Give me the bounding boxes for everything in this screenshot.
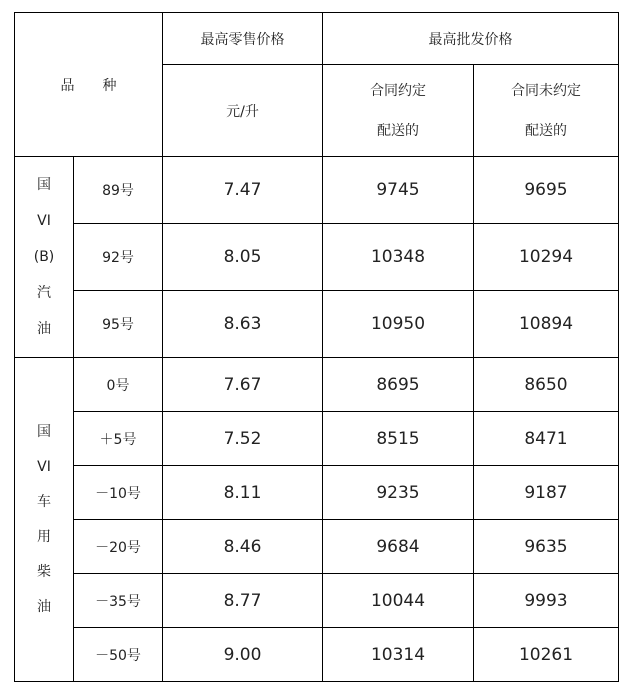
table-row bbox=[15, 412, 619, 466]
contract-price-cell: 9684 bbox=[323, 520, 474, 574]
grade-cell: 92号 bbox=[74, 224, 163, 291]
noncontract-price-cell: 10261 bbox=[474, 628, 619, 682]
table-row bbox=[15, 224, 619, 291]
fuel-price-table bbox=[14, 12, 619, 682]
retail-price-cell: 7.67 bbox=[163, 358, 323, 412]
noncontract-price-cell: 10294 bbox=[474, 224, 619, 291]
contract-price-cell: 10950 bbox=[323, 291, 474, 358]
grade-cell: 0号 bbox=[74, 358, 163, 412]
contract-price-cell: 9235 bbox=[323, 466, 474, 520]
retail-price-cell: 8.63 bbox=[163, 291, 323, 358]
noncontract-header-line2: 配送的 bbox=[525, 122, 567, 139]
retail-price-cell: 8.11 bbox=[163, 466, 323, 520]
table-row bbox=[15, 520, 619, 574]
grade-cell: －10号 bbox=[74, 466, 163, 520]
contract-price-cell: 8515 bbox=[323, 412, 474, 466]
noncontract-price-cell: 9187 bbox=[474, 466, 619, 520]
grade-cell: 89号 bbox=[74, 157, 163, 224]
gasoline-category-label: 国 VI (B) 汽 油 bbox=[15, 157, 74, 358]
noncontract-price-cell: 9635 bbox=[474, 520, 619, 574]
retail-price-cell: 8.05 bbox=[163, 224, 323, 291]
product-header: 品 种 bbox=[15, 13, 163, 157]
grade-cell: －35号 bbox=[74, 574, 163, 628]
wholesale-header: 最高批发价格 bbox=[323, 13, 619, 65]
retail-price-cell: 7.47 bbox=[163, 157, 323, 224]
grade-cell: －50号 bbox=[74, 628, 163, 682]
noncontract-price-cell: 8471 bbox=[474, 412, 619, 466]
noncontract-header bbox=[474, 65, 619, 157]
retail-unit: 元/升 bbox=[163, 65, 323, 157]
retail-price-cell: 7.52 bbox=[163, 412, 323, 466]
contract-price-cell: 9745 bbox=[323, 157, 474, 224]
noncontract-price-cell: 8650 bbox=[474, 358, 619, 412]
diesel-category-label: 国 VI 车 用 柴 油 bbox=[15, 358, 74, 682]
table-row bbox=[15, 574, 619, 628]
table-row bbox=[15, 628, 619, 682]
table-row bbox=[15, 466, 619, 520]
contract-price-cell: 8695 bbox=[323, 358, 474, 412]
retail-header: 最高零售价格 bbox=[163, 13, 323, 65]
contract-header-line1: 合同约定 bbox=[370, 82, 426, 99]
noncontract-header-line1: 合同未约定 bbox=[511, 82, 581, 99]
contract-price-cell: 10044 bbox=[323, 574, 474, 628]
grade-cell: 95号 bbox=[74, 291, 163, 358]
contract-header bbox=[323, 65, 474, 157]
grade-cell: －20号 bbox=[74, 520, 163, 574]
noncontract-price-cell: 9695 bbox=[474, 157, 619, 224]
table-row bbox=[15, 358, 619, 412]
retail-price-cell: 9.00 bbox=[163, 628, 323, 682]
contract-price-cell: 10348 bbox=[323, 224, 474, 291]
contract-header-line2: 配送的 bbox=[377, 122, 419, 139]
retail-price-cell: 8.77 bbox=[163, 574, 323, 628]
grade-cell: ＋5号 bbox=[74, 412, 163, 466]
noncontract-price-cell: 9993 bbox=[474, 574, 619, 628]
retail-price-cell: 8.46 bbox=[163, 520, 323, 574]
table-row bbox=[15, 291, 619, 358]
header-row-1 bbox=[15, 13, 619, 65]
contract-price-cell: 10314 bbox=[323, 628, 474, 682]
noncontract-price-cell: 10894 bbox=[474, 291, 619, 358]
table-row bbox=[15, 157, 619, 224]
